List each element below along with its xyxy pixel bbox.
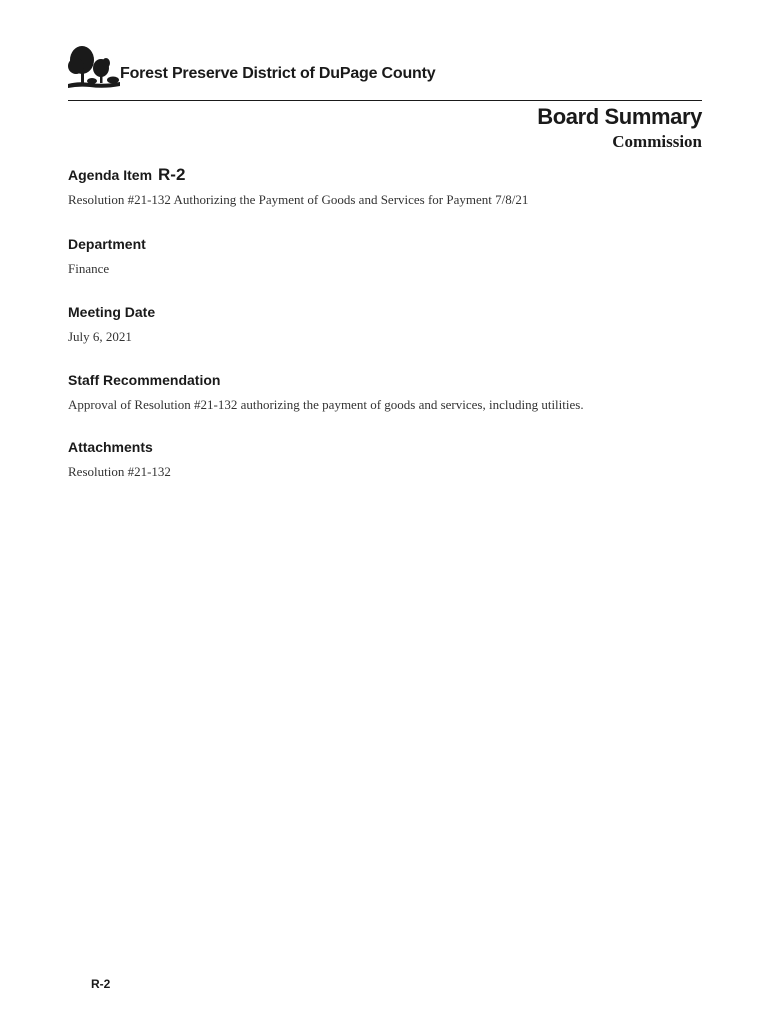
meeting-date-value: July 6, 2021 bbox=[68, 329, 132, 344]
document-subtitle: Commission bbox=[612, 132, 702, 151]
organization-name: Forest Preserve District of DuPage County bbox=[120, 65, 436, 82]
attachments-label: Attachments bbox=[68, 439, 153, 455]
letterhead bbox=[68, 44, 702, 100]
tree-logo-icon bbox=[68, 44, 120, 90]
attachments-section bbox=[68, 438, 702, 480]
meeting-date-label: Meeting Date bbox=[68, 304, 156, 320]
agenda-item-section bbox=[68, 166, 702, 208]
agenda-item-label: Agenda Item bbox=[68, 167, 153, 183]
staff-recommendation-label: Staff Recommendation bbox=[68, 372, 221, 388]
staff-recommendation-section bbox=[68, 371, 702, 413]
document-title: Board Summary bbox=[537, 104, 702, 129]
agenda-item-number: R-2 bbox=[158, 165, 186, 184]
agenda-item-value: Resolution #21-132 Authorizing the Payment of Goods and Services for Payment 7/8/21 bbox=[68, 192, 529, 207]
meeting-date-section bbox=[68, 303, 702, 345]
department-label: Department bbox=[68, 236, 146, 252]
header-divider bbox=[68, 100, 702, 101]
agenda-item-heading bbox=[68, 166, 702, 184]
department-value: Finance bbox=[68, 261, 110, 276]
footer-page-code: R-2 bbox=[91, 977, 111, 991]
department-section bbox=[68, 235, 702, 277]
staff-recommendation-value: Approval of Resolution #21-132 authorizing the payment of goods and services, including utilities. bbox=[68, 397, 584, 412]
attachment-link[interactable]: Resolution #21-132 bbox=[68, 464, 171, 479]
